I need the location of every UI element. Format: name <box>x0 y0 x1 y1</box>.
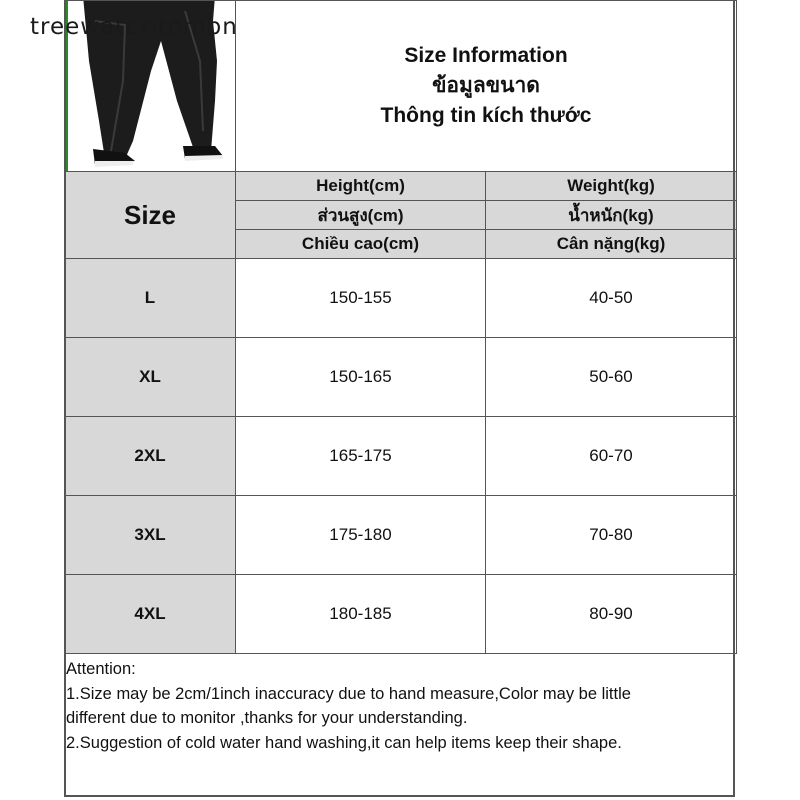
height-value: 180-185 <box>236 575 486 654</box>
attention-line: 2.Suggestion of cold water hand washing,it can help items keep their shape. <box>66 733 622 752</box>
size-label: 3XL <box>65 496 236 575</box>
weight-value: 40-50 <box>486 259 737 338</box>
height-header-en: Height(cm) <box>236 172 486 201</box>
size-label: 2XL <box>65 417 236 496</box>
attention-note <box>66 657 726 755</box>
weight-value: 70-80 <box>486 496 737 575</box>
weight-header-th: น้ำหนัก(kg) <box>486 201 737 230</box>
size-label: L <box>65 259 236 338</box>
weight-header-vi: Cân nặng(kg) <box>486 230 737 259</box>
title-vietnamese: Thông tin kích thước <box>380 104 592 127</box>
attention-line: different due to monitor ,thanks for your understanding. <box>66 709 468 727</box>
weight-value: 50-60 <box>486 338 737 417</box>
title-english: Size Information <box>404 44 568 67</box>
weight-value: 60-70 <box>486 417 737 496</box>
watermark-text: treewateritombn <box>30 14 238 40</box>
size-label: XL <box>65 338 236 417</box>
size-label: 4XL <box>65 575 236 654</box>
height-value: 165-175 <box>236 417 486 496</box>
height-value: 150-155 <box>236 259 486 338</box>
size-column-header: Size <box>65 172 236 259</box>
height-value: 175-180 <box>236 496 486 575</box>
attention-title: Attention: <box>66 660 136 678</box>
title-thai: ข้อมูลขนาด <box>432 74 540 97</box>
weight-value: 80-90 <box>486 575 737 654</box>
height-header-vi: Chiều cao(cm) <box>236 230 486 259</box>
height-header-th: ส่วนสูง(cm) <box>236 201 486 230</box>
weight-header-en: Weight(kg) <box>486 172 737 201</box>
height-value: 150-165 <box>236 338 486 417</box>
attention-line: 1.Size may be 2cm/1inch inaccuracy due to hand measure,Color may be little <box>66 684 631 703</box>
